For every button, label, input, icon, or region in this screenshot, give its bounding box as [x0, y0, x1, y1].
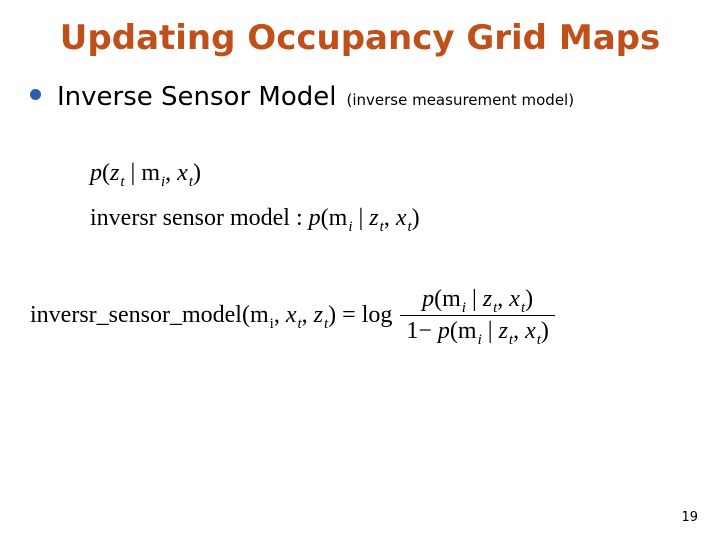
eq3-den-m: m [457, 318, 477, 344]
eq3-num-z: z [482, 286, 493, 312]
eq3-den-x: x [525, 318, 536, 344]
eq3-lhs-open: ( [241, 302, 250, 328]
equation-sensor-model [90, 160, 201, 190]
eq3-num-close: ) [525, 286, 534, 312]
eq3-lhs-comma1: , [273, 302, 286, 328]
eq1-z-sub: t [120, 174, 125, 190]
eq3-den-x-sub: t [536, 332, 541, 348]
slide-title: Updating Occupancy Grid Maps [59, 18, 661, 58]
eq3-lhs-m-sub: i [269, 316, 274, 332]
eq1-m: m [141, 160, 160, 186]
eq1-open: ( [102, 160, 110, 186]
eq3-lhs [30, 302, 393, 332]
eq3-lhs-comma2: , [301, 302, 314, 328]
eq3-den-open: ( [449, 318, 458, 344]
eq3-lhs-x: x [285, 302, 297, 328]
eq2-label: inversr sensor model [90, 205, 290, 231]
eq1-m-sub: i [161, 174, 166, 190]
eq3-den-bar: | [481, 318, 499, 344]
eq3-lhs-name: inversr_sensor_model [30, 302, 242, 328]
bullet-text: Inverse Sensor Model [57, 82, 337, 112]
eq2-z-sub: t [379, 219, 384, 235]
bullet-note: (inverse measurement model) [346, 91, 575, 109]
equation-log-odds [30, 286, 555, 348]
eq3-num-p: p [422, 286, 435, 312]
eq3-denominator [400, 316, 555, 348]
eq2-comma: , [383, 205, 396, 231]
eq3-den-p: p [437, 318, 450, 344]
eq1-x-sub: t [188, 174, 193, 190]
eq3-num-m-sub: i [461, 300, 466, 316]
eq1-p: p [90, 160, 102, 186]
eq3-num-m: m [442, 286, 461, 312]
equation-inverse-sensor-model [90, 205, 420, 235]
eq2-z: z [369, 205, 379, 231]
eq3-numerator [416, 286, 539, 315]
eq2-x: x [395, 205, 407, 231]
eq1-comma: , [165, 160, 178, 186]
eq3-num-open: ( [434, 286, 443, 312]
eq3-lhs-close: ) [328, 302, 337, 328]
page-number: 19 [681, 510, 698, 525]
eq2-p: p [308, 205, 321, 231]
bullet-dot-icon [30, 89, 41, 100]
eq1-bar: | [124, 160, 142, 186]
eq1-close: ) [193, 160, 201, 186]
eq3-den-comma: , [513, 318, 526, 344]
eq1-x: x [177, 160, 188, 186]
eq2-m-sub: i [348, 219, 353, 235]
eq1-z: z [110, 160, 120, 186]
eq2-close: ) [411, 205, 420, 231]
eq3-den-m-sub: i [477, 332, 482, 348]
eq3-equals-log: = log [336, 302, 393, 328]
eq3-num-comma: , [497, 286, 510, 312]
eq3-den-z-sub: t [508, 332, 514, 348]
eq3-fraction [400, 286, 555, 348]
eq2-open: ( [320, 205, 329, 231]
eq3-num-x-sub: t [520, 300, 526, 316]
eq2-m: m [328, 205, 348, 231]
eq3-lhs-m: m [249, 302, 269, 328]
eq3-num-z-sub: t [493, 300, 498, 316]
eq3-lhs-z-sub: t [323, 316, 329, 332]
eq2-x-sub: t [407, 219, 412, 235]
eq3-num-bar: | [465, 286, 483, 312]
eq3-lhs-z: z [313, 302, 323, 328]
eq3-num-x: x [509, 286, 520, 312]
eq3-lhs-x-sub: t [297, 316, 302, 332]
eq2-bar: | [352, 205, 370, 231]
eq3-den-close: ) [540, 318, 549, 344]
eq3-den-one-minus: 1− [406, 318, 438, 344]
eq3-den-z: z [498, 318, 508, 344]
eq2-colon: : [289, 205, 309, 231]
bullet-item [30, 82, 574, 112]
